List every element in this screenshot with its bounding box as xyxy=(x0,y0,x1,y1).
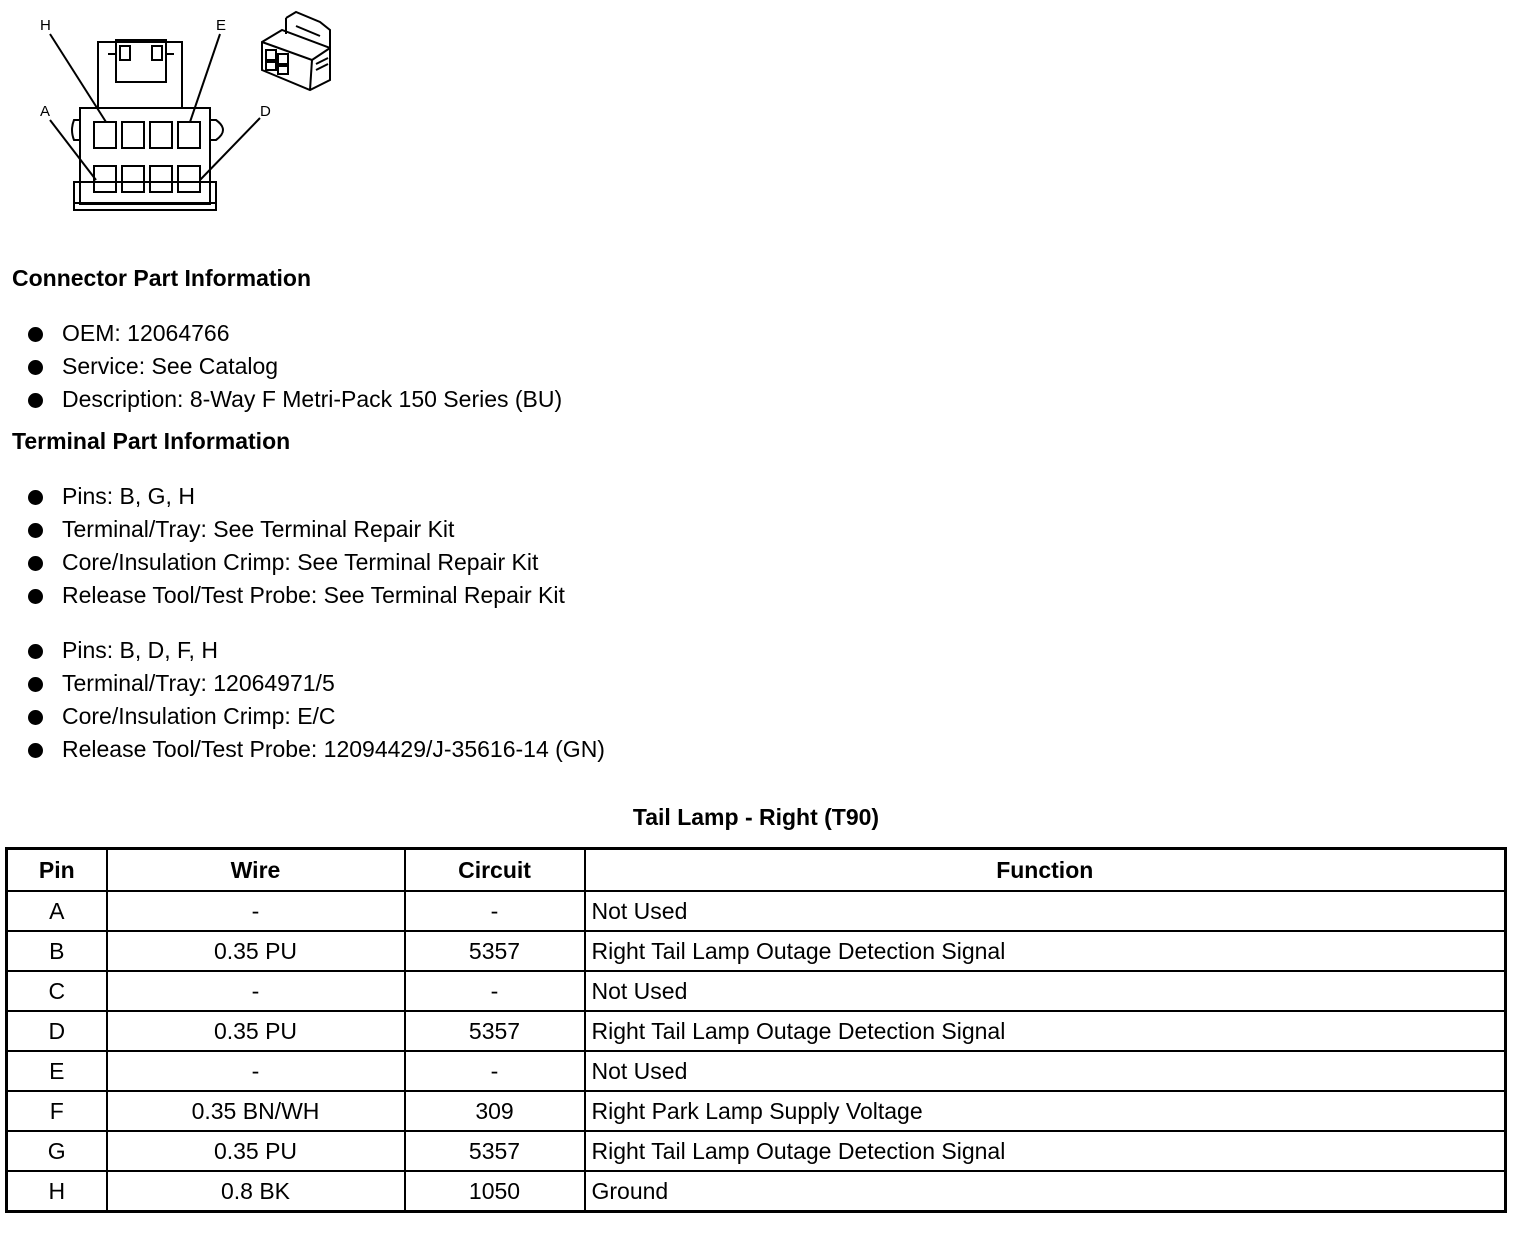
list-item: OEM: 12064766 xyxy=(28,317,562,350)
list-item: Core/Insulation Crimp: See Terminal Repair Kit xyxy=(28,546,565,579)
cell-wire: 0.35 BN/WH xyxy=(107,1091,405,1131)
header-function: Function xyxy=(585,849,1506,892)
table-title: Tail Lamp - Right (T90) xyxy=(632,804,880,830)
cell-pin: D xyxy=(7,1011,107,1051)
cell-pin: E xyxy=(7,1051,107,1091)
cell-circuit: 5357 xyxy=(405,1011,585,1051)
cell-function: Not Used xyxy=(585,971,1506,1011)
list-item: Service: See Catalog xyxy=(28,350,562,383)
header-circuit: Circuit xyxy=(405,849,585,892)
cell-pin: F xyxy=(7,1091,107,1131)
cavity-f xyxy=(150,122,172,148)
label-a: A xyxy=(40,103,51,120)
cell-pin: C xyxy=(7,971,107,1011)
cell-pin: H xyxy=(7,1171,107,1212)
table-row xyxy=(7,1011,1506,1051)
cell-pin: G xyxy=(7,1131,107,1171)
cell-wire: - xyxy=(107,971,405,1011)
cell-circuit: - xyxy=(405,1051,585,1091)
bullet-icon xyxy=(28,589,43,604)
cell-function: Ground xyxy=(585,1171,1506,1212)
cell-circuit: 309 xyxy=(405,1091,585,1131)
header-wire: Wire xyxy=(107,849,405,892)
cavity-a xyxy=(94,166,116,192)
list-item: Release Tool/Test Probe: 12094429/J-35616-14 (GN) xyxy=(28,733,605,766)
cavity-e xyxy=(178,122,200,148)
list-item: Pins: B, D, F, H xyxy=(28,634,605,667)
cavity-h xyxy=(94,122,116,148)
list-item: Release Tool/Test Probe: See Terminal Repair Kit xyxy=(28,579,565,612)
list-item: Description: 8-Way F Metri-Pack 150 Series (BU) xyxy=(28,383,562,416)
connector-part-info-heading: Connector Part Information xyxy=(12,265,312,291)
cell-wire: 0.35 PU xyxy=(107,1011,405,1051)
bullet-icon xyxy=(28,393,43,408)
list-item: Terminal/Tray: 12064971/5 xyxy=(28,667,605,700)
bullet-icon xyxy=(28,677,43,692)
cell-function: Right Tail Lamp Outage Detection Signal xyxy=(585,1131,1506,1171)
terminal-part-info-list-1 xyxy=(28,480,565,612)
cell-pin: A xyxy=(7,891,107,931)
table-row xyxy=(7,971,1506,1011)
bullet-icon xyxy=(28,490,43,505)
table-row xyxy=(7,1091,1506,1131)
cell-wire: - xyxy=(107,891,405,931)
cell-circuit: 1050 xyxy=(405,1171,585,1212)
bullet-icon xyxy=(28,644,43,659)
bullet-icon xyxy=(28,523,43,538)
table-row xyxy=(7,1171,1506,1212)
cavity-g xyxy=(122,122,144,148)
bullet-icon xyxy=(28,327,43,342)
cell-function: Right Tail Lamp Outage Detection Signal xyxy=(585,1011,1506,1051)
cavity-c xyxy=(150,166,172,192)
cell-function: Not Used xyxy=(585,891,1506,931)
list-item: Terminal/Tray: See Terminal Repair Kit xyxy=(28,513,565,546)
terminal-part-info-list-2 xyxy=(28,634,605,766)
connector-face-diagram xyxy=(30,8,360,220)
table-row xyxy=(7,931,1506,971)
label-d: D xyxy=(260,103,271,120)
list-item: Pins: B, G, H xyxy=(28,480,565,513)
cell-circuit: 5357 xyxy=(405,1131,585,1171)
header-pin: Pin xyxy=(7,849,107,892)
bullet-icon xyxy=(28,556,43,571)
label-e: E xyxy=(216,17,227,34)
connector-part-info-list xyxy=(28,317,562,416)
cell-circuit: - xyxy=(405,971,585,1011)
cell-circuit: - xyxy=(405,891,585,931)
cell-function: Right Tail Lamp Outage Detection Signal xyxy=(585,931,1506,971)
cell-function: Right Park Lamp Supply Voltage xyxy=(585,1091,1506,1131)
bullet-icon xyxy=(28,360,43,375)
pinout-table xyxy=(5,847,1507,1213)
cell-wire: 0.35 PU xyxy=(107,931,405,971)
list-item: Core/Insulation Crimp: E/C xyxy=(28,700,605,733)
label-h: H xyxy=(40,17,51,34)
bullet-icon xyxy=(28,743,43,758)
terminal-part-info-heading: Terminal Part Information xyxy=(12,428,291,454)
cell-circuit: 5357 xyxy=(405,931,585,971)
table-row xyxy=(7,1131,1506,1171)
bullet-icon xyxy=(28,710,43,725)
cell-function: Not Used xyxy=(585,1051,1506,1091)
cell-wire: 0.35 PU xyxy=(107,1131,405,1171)
cell-pin: B xyxy=(7,931,107,971)
cavity-b xyxy=(122,166,144,192)
cavity-d xyxy=(178,166,200,192)
table-row xyxy=(7,1051,1506,1091)
cell-wire: 0.8 BK xyxy=(107,1171,405,1212)
table-header-row xyxy=(7,849,1506,892)
cell-wire: - xyxy=(107,1051,405,1091)
table-row xyxy=(7,891,1506,931)
